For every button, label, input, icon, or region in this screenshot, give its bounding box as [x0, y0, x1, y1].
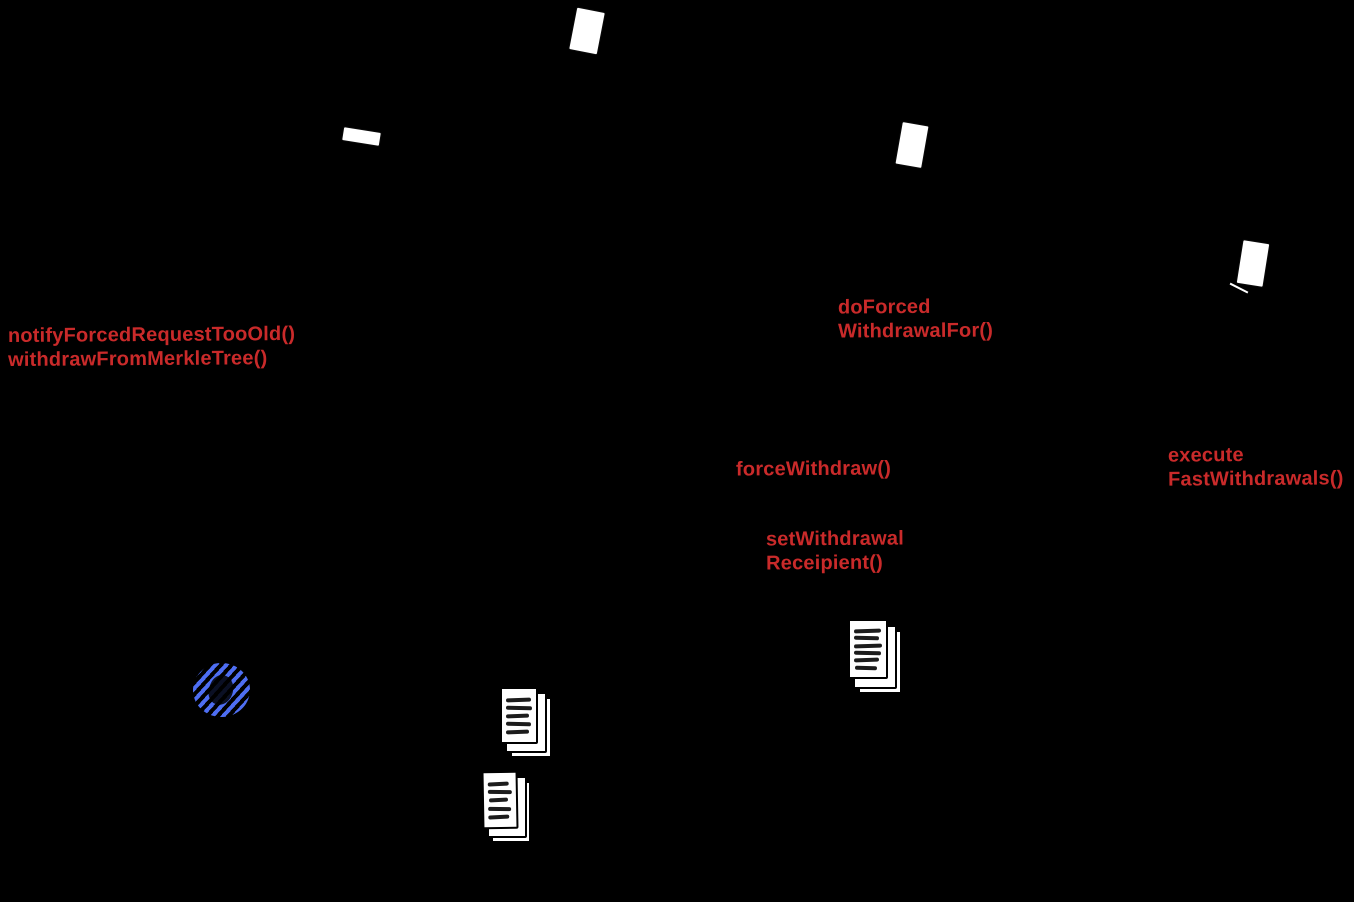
document-stack-icon	[500, 687, 549, 755]
paper-sheet-icon	[568, 7, 606, 56]
label-line: FastWithdrawals()	[1168, 467, 1344, 491]
label-force-withdraw	[736, 456, 891, 481]
paper-sheet-icon	[1236, 239, 1271, 288]
blue-scribble-ellipse	[192, 662, 252, 719]
text-scribble	[488, 806, 511, 810]
text-scribble	[506, 721, 531, 725]
label-execute-fast-withdrawals	[1168, 442, 1344, 491]
text-scribble	[506, 713, 529, 717]
text-scribble	[855, 665, 877, 669]
label-line: doForced	[837, 295, 931, 319]
paper-chip-icon	[341, 126, 382, 147]
text-scribble	[854, 636, 879, 640]
label-line: execute	[1167, 444, 1244, 467]
text-scribble	[488, 814, 509, 819]
document-front-page	[481, 771, 518, 830]
text-scribble	[488, 781, 509, 786]
label-notify-forced-request	[8, 322, 296, 372]
label-line: setWithdrawal	[765, 527, 905, 551]
label-line: forceWithdraw()	[735, 457, 892, 481]
label-line: WithdrawalFor()	[838, 319, 994, 343]
text-scribble	[854, 658, 879, 662]
text-scribble	[506, 697, 531, 701]
text-scribble	[854, 643, 882, 647]
text-scribble	[854, 628, 881, 632]
paper-sheet-icon	[894, 121, 929, 169]
label-line: withdrawFromMerkleTree()	[8, 347, 268, 372]
text-scribble	[506, 729, 529, 733]
document-front-page	[500, 687, 538, 744]
text-scribble	[489, 798, 508, 802]
text-scribble	[506, 705, 532, 709]
label-line: notifyForcedRequestTooOld()	[7, 322, 296, 348]
label-line: Receipient()	[766, 551, 884, 575]
document-front-page	[848, 619, 888, 679]
document-stack-icon	[848, 619, 899, 691]
scribble-dark-core	[204, 672, 237, 709]
label-set-withdrawal-receipient	[766, 527, 904, 576]
document-stack-icon	[482, 771, 529, 841]
label-do-forced-withdrawal-for	[838, 294, 993, 343]
text-scribble	[854, 651, 881, 655]
text-scribble	[488, 790, 512, 794]
